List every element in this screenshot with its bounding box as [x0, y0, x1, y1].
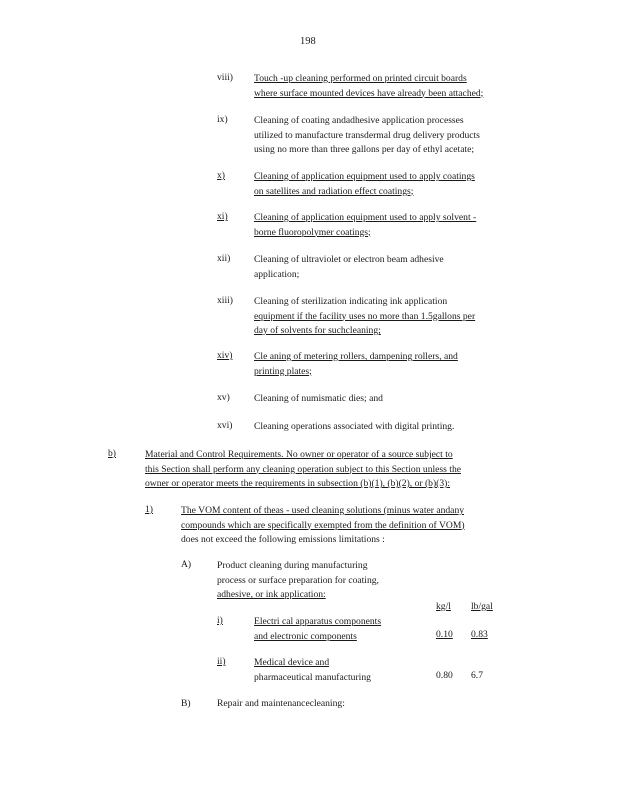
- item-viii-line-2: where surface mounted devices have already been attached;: [254, 87, 484, 99]
- section-b-label: b): [108, 448, 116, 459]
- item-x-line-1: Cleaning of application equipment used to apply coatings: [254, 171, 475, 182]
- item-xi-line-2: borne fluoropolymer coatings;: [254, 226, 371, 238]
- item-label-viii: viii): [217, 72, 233, 83]
- item-xv-line-1: Cleaning of numismatic dies; and: [254, 393, 383, 404]
- item-text-xi: [254, 211, 476, 240]
- item-x-line-2: on satellites and radiation effect coatings;: [254, 185, 414, 197]
- item-text-ix: [254, 114, 480, 158]
- item-label-xvi: xvi): [217, 420, 233, 431]
- row-ii-label: ii): [217, 656, 226, 667]
- item-text-viii: [254, 72, 483, 101]
- item-text-xii: [254, 253, 444, 282]
- subsection-1-line-3: does not exceed the following emissions limitations :: [181, 534, 385, 545]
- item-xiii-line-1: Cleaning of sterilization indicating ink application: [254, 296, 448, 307]
- row-i-text: [254, 615, 381, 644]
- row-i-line-2: and electronic components: [254, 630, 357, 642]
- item-label-xiv: xiv): [217, 350, 233, 361]
- item-text-x: [254, 170, 475, 199]
- row-i-lb-value: 0.83: [471, 629, 488, 640]
- item-ix-line-2: utilized to manufacture transdermal drug delivery products: [254, 129, 480, 141]
- subsection-b-text: Repair and maintenancecleaning:: [217, 698, 345, 709]
- item-label-ix: ix): [217, 114, 228, 125]
- item-label-xv: xv): [217, 392, 230, 403]
- item-viii-line-1: Touch -up cleaning performed on printed circuit boards: [254, 73, 467, 84]
- row-ii-text: [254, 656, 371, 685]
- subsection-1-line-1: The VOM content of theas - used cleaning solutions (minus water andany: [181, 505, 465, 516]
- subsection-1-label: 1): [145, 504, 153, 515]
- row-ii-lb-value: 6.7: [471, 670, 483, 681]
- row-i-line-1: Electri cal apparatus components: [254, 616, 382, 627]
- item-xiii-line-2: equipment if the facility uses no more than 1.5gallons per: [254, 310, 476, 322]
- item-xi-line-1: Cleaning of application equipment used to apply solvent -: [254, 212, 477, 223]
- item-text-xv: [254, 392, 383, 407]
- subsection-1-text: [181, 504, 465, 548]
- unit-lb-header: lb/gal: [471, 601, 493, 612]
- item-label-xiii: xiii): [217, 295, 233, 306]
- page-number: 198: [300, 36, 316, 47]
- row-ii-line-1: Medical device and: [254, 657, 330, 668]
- subsection-a-line-2: process or surface preparation for coating,: [217, 574, 379, 586]
- item-ix-line-3: using no more than three gallons per day of ethyl acetate;: [254, 144, 475, 155]
- subsection-1-line-2: compounds which are specifically exempted from the definition of VOM): [181, 519, 465, 531]
- item-text-xvi: [254, 420, 454, 435]
- row-i-kg-value: 0.10: [436, 629, 453, 640]
- section-b-text: [145, 448, 461, 492]
- section-b-line-1: Material and Control Requirements. No owner or operator of a source subject to: [145, 449, 453, 460]
- row-i-label: i): [217, 615, 223, 626]
- subsection-a-text: [217, 559, 379, 603]
- item-xii-line-2: application;: [254, 268, 300, 280]
- item-xiv-line-1: Cle aning of metering rollers, dampening rollers, and: [254, 351, 458, 362]
- subsection-a-line-3: adhesive, or ink application:: [217, 589, 326, 600]
- item-xiii-line-3: day of solvents for suchcleaning;: [254, 325, 381, 336]
- section-b-line-3: owner or operator meets the requirements in subsection (b)(1), (b)(2), or (b)(3):: [145, 478, 451, 489]
- item-xvi-line-1: Cleaning operations associated with digital printing.: [254, 421, 455, 432]
- row-ii-kg-value: 0.80: [436, 670, 453, 681]
- subsection-a-label: A): [181, 559, 192, 570]
- row-ii-line-2: pharmaceutical manufacturing: [254, 671, 371, 683]
- item-text-xiii: [254, 295, 475, 339]
- subsection-a-line-1: Product cleaning during manufacturing: [217, 560, 368, 571]
- item-label-x: x): [217, 170, 225, 181]
- section-b-line-2: this Section shall perform any cleaning operation subject to this Section unless the: [145, 463, 461, 475]
- subsection-b-label: B): [181, 698, 191, 709]
- item-ix-line-1: Cleaning of coating andadhesive application processes: [254, 115, 464, 126]
- unit-kg-header: kg/l: [436, 601, 451, 612]
- item-label-xi: xi): [217, 211, 228, 222]
- item-label-xii: xii): [217, 253, 231, 264]
- item-xii-line-1: Cleaning of ultraviolet or electron beam adhesive: [254, 254, 444, 265]
- item-xiv-line-2: printing plates;: [254, 365, 312, 377]
- item-text-xiv: [254, 350, 458, 379]
